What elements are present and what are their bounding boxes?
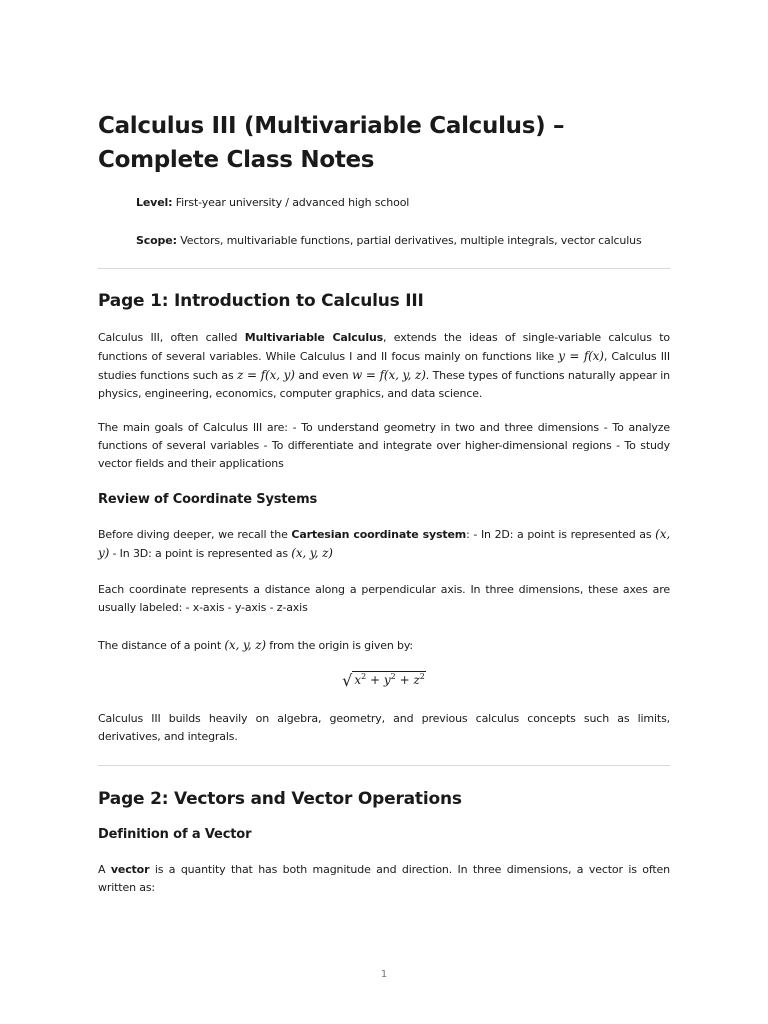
var-y: y <box>383 673 391 687</box>
inline-math: w = f(x, y, z) <box>351 368 426 382</box>
text-span: and even <box>294 369 352 382</box>
inline-math: z = f(x, y) <box>237 368 295 382</box>
text-span: Before diving deeper, we recall the <box>98 528 292 541</box>
page-number: 1 <box>380 969 388 980</box>
distance-formula <box>98 671 670 690</box>
paragraph-vector-definition <box>98 861 670 897</box>
text-span: : - In 2D: a point is represented as <box>466 528 656 541</box>
text-span: A <box>98 863 111 876</box>
section-heading-page2: Page 2: Vectors and Vector Operations <box>98 789 462 809</box>
inline-math: (x, y, z) <box>224 638 266 652</box>
paragraph-intro <box>98 329 670 403</box>
paragraph-axes: Each coordinate represents a distance along a perpendicular axis. In three dimensions, these axes are usually labeled: - x-axis - y-axis - z-axis <box>98 583 670 614</box>
subsection-heading-coordinates: Review of Coordinate Systems <box>98 492 318 507</box>
section-heading-page1: Page 1: Introduction to Calculus III <box>98 291 424 311</box>
paragraph-foundations: Calculus III builds heavily on algebra, geometry, and previous calculus concepts such as limits, derivatives, and integrals. <box>98 712 670 743</box>
square-root <box>342 671 426 690</box>
inline-math: y = f(x) <box>558 349 604 363</box>
plus-sign: + <box>395 673 414 687</box>
meta-level-label: Level: <box>136 196 173 209</box>
inline-math: (x, y) <box>98 527 670 560</box>
meta-level <box>136 195 409 210</box>
paragraph-cartesian <box>98 525 670 563</box>
text-span: - In 3D: a point is represented as <box>109 547 292 560</box>
bold-term: Cartesian coordinate system <box>291 528 467 541</box>
section-divider <box>98 765 670 766</box>
radicand <box>352 671 426 687</box>
exponent: 2 <box>419 672 425 681</box>
exponent: 2 <box>361 672 367 681</box>
text-span: Calculus III, often called <box>98 331 245 344</box>
meta-level-value: First-year university / advanced high school <box>172 196 410 209</box>
text-span: from the origin is given by: <box>265 639 413 652</box>
document-title: Calculus III (Multivariable Calculus) – Complete Class Notes <box>98 113 565 173</box>
text-span: , extends the ideas of single-variable calculus to functions of several variables. While Calculus I and II focus mainly on functions like <box>98 331 670 363</box>
exponent: 2 <box>390 672 396 681</box>
subsection-heading-vector-definition: Definition of a Vector <box>98 827 252 842</box>
paragraph-goals: The main goals of Calculus III are: - To understand geometry in two and three dimensions - To analyze functions of several variables - To differentiate and integrate over higher-dimensional regions - To study vector fields and their applications <box>98 421 670 470</box>
inline-math: (x, y, z) <box>291 546 333 560</box>
var-x: x <box>354 673 362 687</box>
text-span: is a quantity that has both magnitude and direction. In three dimensions, a vector is often written as: <box>98 863 670 894</box>
bold-term: Multivariable Calculus <box>244 331 384 344</box>
meta-scope <box>136 233 642 248</box>
text-span: , Calculus III studies functions such as <box>98 350 670 382</box>
meta-scope-value: Vectors, multivariable functions, partial derivatives, multiple integrals, vector calculus <box>176 234 642 247</box>
text-span: The distance of a point <box>98 639 225 652</box>
bold-term: vector <box>110 863 150 876</box>
plus-sign: + <box>366 673 384 687</box>
section-divider <box>98 268 670 269</box>
var-z: z <box>413 673 420 687</box>
paragraph-distance <box>98 636 670 655</box>
meta-scope-label: Scope: <box>136 234 177 247</box>
text-span: . These types of functions naturally appear in physics, engineering, economics, computer graphics, and data science. <box>98 369 670 400</box>
radical-sign: √ <box>342 671 353 690</box>
